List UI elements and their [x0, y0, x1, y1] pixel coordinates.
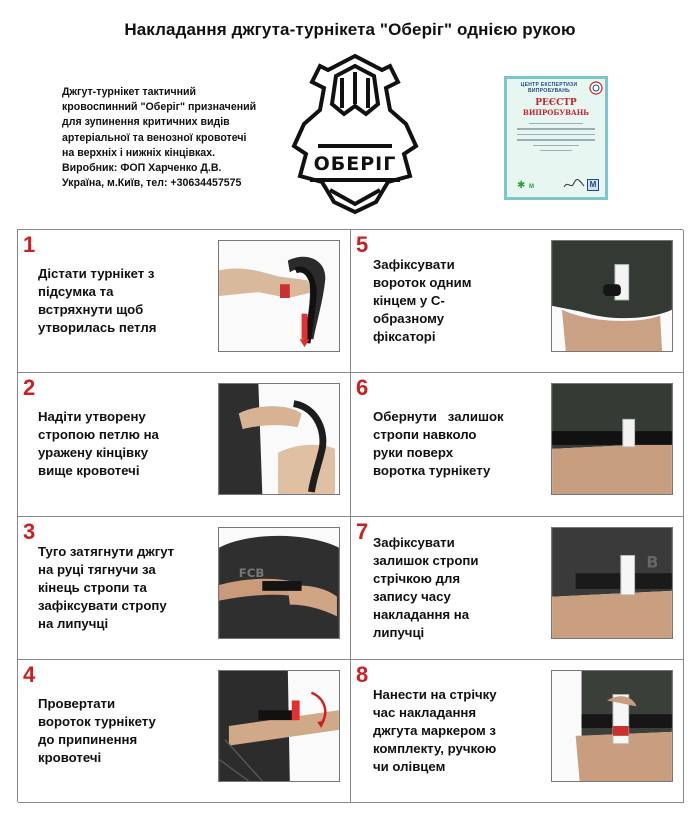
step-text-line: липучці	[373, 624, 425, 640]
step-text-line: підсумка та	[38, 284, 114, 300]
step-2	[18, 373, 351, 516]
step-2-photo	[218, 383, 340, 495]
step-text-line: на липучці	[38, 615, 109, 631]
certificate-badge-icon: M	[587, 179, 599, 191]
step-4-photo	[218, 670, 340, 782]
step-text	[38, 230, 200, 372]
certificate-body-lines	[517, 123, 595, 155]
step-text-line: кінцем у С-	[373, 293, 445, 309]
test-registry-certificate	[504, 76, 608, 200]
step-text-line: образному	[373, 311, 445, 327]
step-text-line: фіксаторі	[373, 329, 436, 345]
step-text-line: зафіксувати стропу	[38, 597, 167, 613]
svg-text:FCB: FCB	[238, 565, 265, 580]
step-text-line: вороток турнікету	[38, 713, 156, 729]
step-text-line: уражену кінцівку	[38, 445, 149, 461]
step-text-line: Дістати турнікет з	[38, 266, 155, 282]
description-line: артеріальної та венозної кровотечі	[62, 131, 247, 144]
certificate-star-icon: ✱	[517, 180, 526, 191]
svg-text:B: B	[646, 551, 659, 571]
step-text-line: джгута маркером з	[373, 722, 496, 738]
step-text	[38, 373, 200, 515]
step-text-line: час накладання	[373, 704, 477, 720]
step-text-line: стрічкою для	[373, 570, 461, 586]
step-number: 5	[356, 232, 369, 257]
step-text-line: Надіти утворену	[38, 409, 146, 425]
step-7-photo	[551, 527, 673, 639]
step-text-line: залишок стропи	[373, 552, 479, 568]
step-6-photo	[551, 383, 673, 495]
description-line: кровоспинний "Оберіг" призначений	[62, 101, 257, 114]
certificate-subtitle: ВИПРОБУВАНЬ	[522, 108, 590, 117]
step-text-line: воротка турнікету	[373, 463, 491, 479]
certificate-title: РЕЄСТР	[535, 98, 577, 108]
step-text-line: вище кровотечі	[38, 463, 140, 479]
description-line: Виробник: ФОП Харченко Д.В.	[62, 162, 222, 175]
step-text-line: стропою петлю на	[38, 427, 159, 443]
step-number: 8	[356, 661, 369, 687]
step-8-photo	[551, 670, 673, 782]
step-number: 2	[23, 375, 36, 401]
step-number: 7	[356, 518, 369, 544]
step-number: 4	[23, 661, 36, 687]
step-text-line: встряхнути щоб	[38, 302, 144, 318]
step-4	[18, 660, 351, 803]
step-text	[373, 517, 535, 659]
step-text-line: Провертати	[38, 695, 116, 711]
step-text-line: Обернути залишок	[373, 409, 504, 425]
step-text-line: руки поверх	[373, 445, 454, 461]
certificate-footer-text: М	[529, 184, 534, 190]
step-text-line: Туго затягнути джгут	[38, 543, 175, 559]
certificate-footer	[513, 175, 599, 193]
step-text-line: стропи навколо	[373, 427, 477, 443]
step-text-line: запису часу	[373, 588, 451, 604]
step-1	[18, 230, 351, 373]
step-text-line: Зафіксувати	[373, 257, 455, 273]
certificate-emblem-icon	[589, 81, 603, 95]
step-3-photo	[218, 527, 340, 639]
step-text	[373, 660, 535, 802]
step-text-line: комплекту, ручкою	[373, 740, 497, 756]
step-text-line: кінець стропи та	[38, 579, 147, 595]
step-text-line: чи олівцем	[373, 758, 446, 774]
logo-text: ОБЕРІГ	[313, 153, 397, 175]
step-text-line: Зафіксувати	[373, 534, 455, 550]
step-text-line: вороток одним	[373, 275, 472, 291]
instruction-steps-grid	[17, 229, 683, 802]
step-text-line: кровотечі	[38, 749, 102, 765]
product-description	[62, 85, 294, 191]
step-6	[351, 373, 684, 516]
step-number: 6	[356, 375, 369, 401]
description-line: для зупинення критичних видів	[62, 116, 230, 129]
certificate-header: ЦЕНТР ЕКСПЕРТИЗИ	[520, 82, 578, 88]
description-line: на верхніх і нижніх кінцівках.	[62, 146, 216, 159]
page-title: Накладання джгута-турнікета "Оберіг" однією рукою	[124, 20, 576, 39]
step-text	[38, 517, 200, 659]
signature-icon	[563, 178, 585, 190]
step-text	[373, 373, 535, 515]
step-5-photo	[551, 240, 673, 352]
step-text	[38, 660, 200, 802]
step-1-photo	[218, 240, 340, 352]
step-number: 3	[23, 518, 36, 544]
oberig-logo	[290, 48, 420, 218]
certificate-header: ВИПРОБУВАНЬ	[527, 88, 570, 94]
step-number: 1	[23, 232, 36, 257]
step-text	[373, 230, 535, 372]
step-7	[351, 517, 684, 660]
step-8	[351, 660, 684, 803]
step-5	[351, 230, 684, 373]
step-text-line: утворилась петля	[38, 320, 157, 336]
step-text-line: накладання на	[373, 606, 470, 622]
description-line: Джгут-турнікет тактичний	[62, 86, 197, 98]
step-text-line: до припинення	[38, 731, 138, 747]
step-text-line: Нанести на стрічку	[373, 686, 497, 702]
step-text-line: на руці тягнучи за	[38, 561, 156, 577]
step-3	[18, 517, 351, 660]
oberig-rune-logo-icon	[290, 48, 420, 218]
description-line: Україна, м.Київ, тел: +30634457575	[62, 177, 242, 190]
